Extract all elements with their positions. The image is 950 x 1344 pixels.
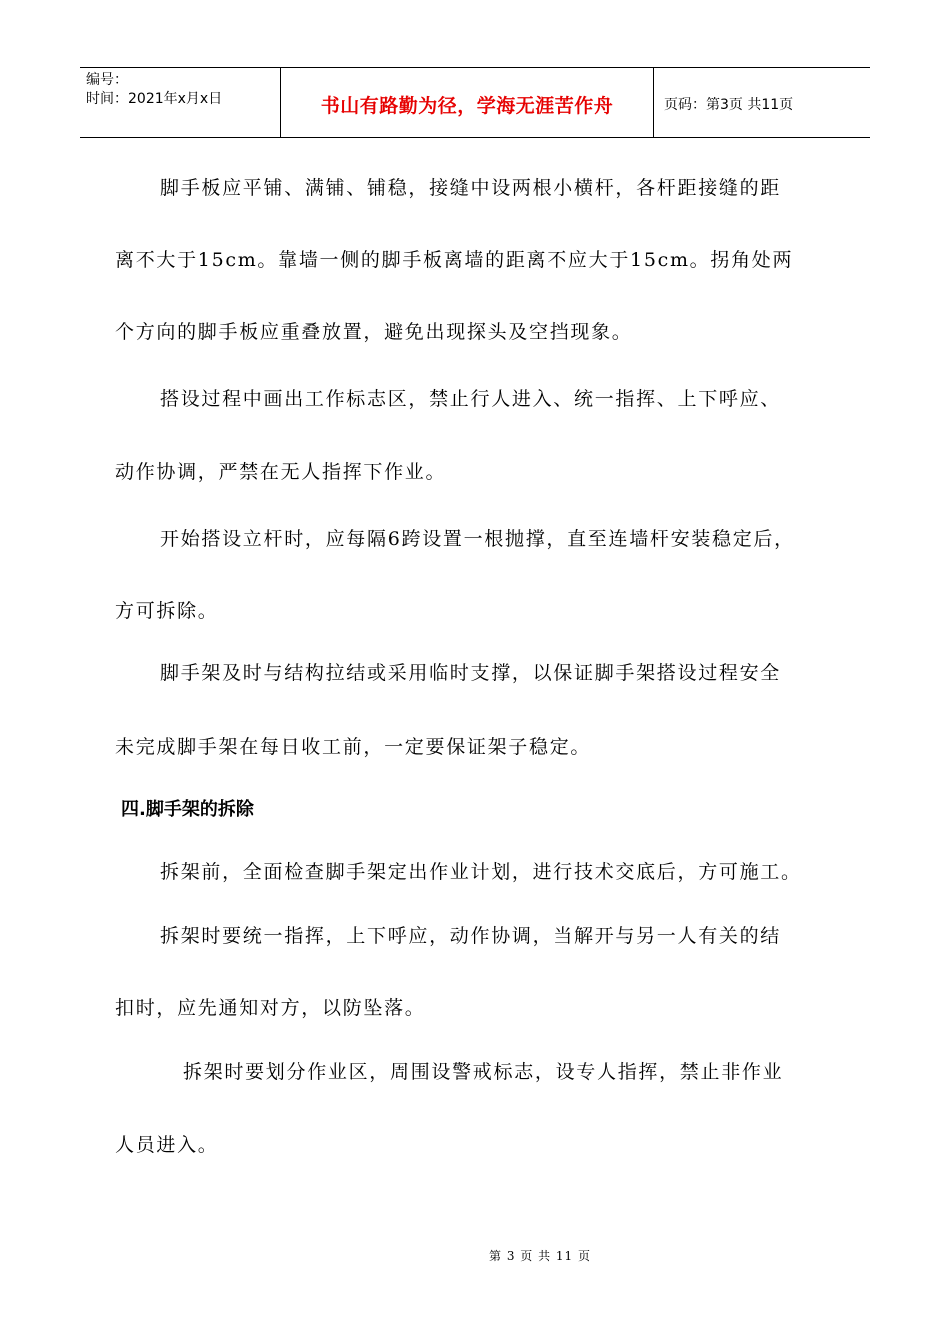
paragraph-line: 个方向的脚手板应重叠放置，避免出现探头及空挡现象。 [115,321,633,343]
document-date-label: 时间：2021年x月x日 [86,91,223,107]
paragraph-line: 搭设过程中画出工作标志区，禁止行人进入、统一指挥、上下呼应、 [160,388,782,410]
section-title: 四.脚手架的拆除 [121,799,254,820]
paragraph-line: 人员进入。 [115,1134,219,1156]
header-motto: 书山有路勤为径，学海无涯苦作舟 [281,68,654,137]
paragraph-line: 脚手板应平铺、满铺、铺稳，接缝中设两根小横杆，各杆距接缝的距 [160,177,782,199]
paragraph-line: 扣时，应先通知对方，以防坠落。 [115,997,426,1019]
paragraph-line: 未完成脚手架在每日收工前，一定要保证架子稳定。 [115,736,592,758]
paragraph-line: 拆架前，全面检查脚手架定出作业计划，进行技术交底后，方可施工。 [160,861,802,883]
paragraph-line: 离不大于15cm。靠墙一侧的脚手板离墙的距离不应大于15cm。拐角处两 [115,249,794,271]
paragraph-line: 开始搭设立杆时，应每隔6跨设置一根抛撑，直至连墙杆安装稳定后， [160,528,795,550]
header-page-info: 页码：第3页 共11页 [664,96,794,113]
paragraph-line: 方可拆除。 [115,600,219,622]
paragraph-line: 拆架时要划分作业区，周围设警戒标志，设专人指挥，禁止非作业 [183,1061,784,1083]
paragraph-line: 脚手架及时与结构拉结或采用临时支撑，以保证脚手架搭设过程安全 [160,662,782,684]
page-footer: 第 3 页 共 11 页 [489,1249,591,1263]
header-meta-cell [80,68,281,137]
paragraph-line: 拆架时要统一指挥，上下呼应，动作协调，当解开与另一人有关的结 [160,925,782,947]
document-header [80,67,870,138]
paragraph-line: 动作协调，严禁在无人指挥下作业。 [115,461,447,483]
document-number-label: 编号： [86,72,128,88]
